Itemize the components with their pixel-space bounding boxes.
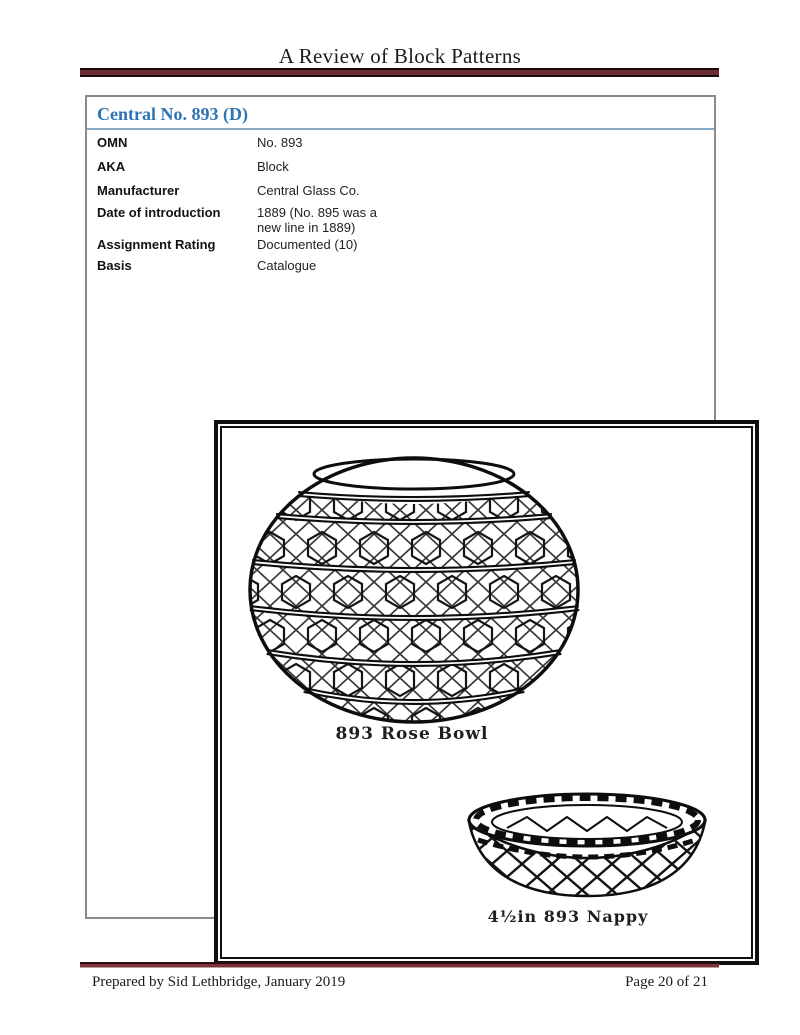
catalogue-figure-frame (214, 420, 759, 965)
field-row-manufacturer (97, 183, 714, 198)
nappy-caption: 4½in 893 Nappy (487, 907, 649, 926)
field-label: Basis (97, 258, 132, 273)
footer-rule (80, 962, 719, 968)
field-label: OMN (97, 135, 128, 150)
field-label: Date of introduction (97, 205, 221, 220)
rose-bowl-drawing (244, 438, 589, 733)
footer-prepared-by: Prepared by Sid Lethbridge, January 2019 (92, 974, 346, 990)
field-row-date (97, 205, 714, 235)
field-label: Manufacturer (97, 183, 180, 198)
field-value: No. 893 (257, 135, 303, 150)
field-value: 1889 (No. 895 was a new line in 1889) (257, 205, 377, 235)
field-label: Assignment Rating (97, 237, 216, 252)
field-row-basis (97, 258, 714, 273)
footer-page-number: Page 20 of 21 (625, 974, 708, 990)
field-value: Catalogue (257, 258, 317, 273)
rose-bowl-sphere (244, 452, 589, 730)
field-value: Central Glass Co. (257, 183, 360, 198)
field-row-omn (97, 135, 714, 150)
header-rule (80, 68, 719, 77)
pattern-card (85, 95, 716, 926)
catalogue-figure-inner-frame (220, 426, 753, 959)
field-value: Documented (10) (257, 237, 358, 252)
pattern-fields (87, 135, 714, 273)
nappy-bowl (462, 794, 712, 906)
nappy-drawing (462, 786, 712, 906)
field-value: Block (257, 159, 289, 174)
field-label: AKA (97, 159, 126, 174)
field-row-rating (97, 237, 714, 252)
field-row-aka (97, 159, 714, 174)
page-title: A Review of Block Patterns (278, 44, 522, 68)
rose-bowl-caption: 893 Rose Bowl (335, 724, 489, 744)
pattern-card-heading: Central No. 893 (D) (87, 97, 714, 130)
